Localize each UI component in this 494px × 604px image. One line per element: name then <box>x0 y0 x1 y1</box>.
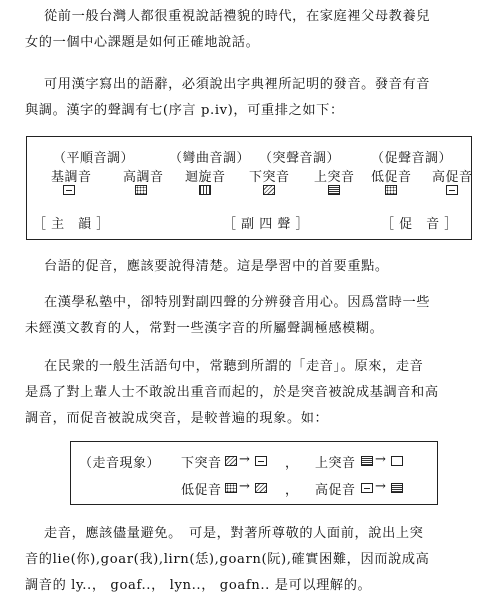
tone-low-entering: 低促音 <box>371 170 412 185</box>
example-high-abrupt: 上突音 <box>315 456 356 471</box>
tone-low-abrupt: 下突音 <box>249 170 290 185</box>
tone-base: 基調音 <box>51 170 92 185</box>
category-secondary: ［ 副 四 聲 ］ <box>223 217 310 232</box>
group-contour-tones: （彎曲音調） <box>169 151 251 166</box>
tone-table <box>26 136 472 240</box>
tone-high-entering: 高促音 <box>432 170 473 185</box>
example-high-entering: 高促音 <box>315 483 356 498</box>
high-abrupt-icon <box>361 456 373 466</box>
tone-high: 高調音 <box>123 170 164 185</box>
arrow: → <box>375 452 387 467</box>
high-tone-icon <box>391 456 403 466</box>
group-level-tones: （平順音調） <box>53 151 135 166</box>
paragraph-tones-cont: 與調。漢字的聲調有七(序言 p.iv)，可重排之如下： <box>25 103 344 118</box>
low-abrupt-icon <box>255 483 267 493</box>
paragraph-avoid-shift: 走音，應該儘量避免。 可是，對著所尊敬的人面前，說出上突 <box>44 526 424 541</box>
tone-low-abrupt-icon <box>263 185 275 195</box>
tone-low-entering-icon <box>385 185 397 195</box>
paragraph-tone-shift-cont: 是爲了對上輩人士不敢說出重音而起的，於是突音被說成基調音和高 調音，而促音被說成突音，是較普遍的現象。如： <box>25 385 439 426</box>
arrow: → <box>239 479 251 494</box>
category-entering: ［ 促 音 ］ <box>381 217 458 232</box>
paragraph-tone-shift: 在民衆的一般生活語句中，常聽到所謂的「走音」。原來，走音 <box>44 359 424 374</box>
high-abrupt-icon <box>391 483 403 493</box>
paragraph-intro: 從前一般台灣人都很重視說話禮貌的時代，在家庭裡父母教養兒 <box>44 9 431 24</box>
paragraph-private-school-cont: 未經漢文教育的人，常對一些漢字音的所屬聲調極感模糊。 <box>25 321 384 336</box>
category-main: ［ 主 韻 ］ <box>33 217 110 232</box>
tone-high-icon <box>135 185 147 195</box>
comma: ， <box>285 483 299 498</box>
tone-rising: 迴旋音 <box>185 170 226 185</box>
tone-shift-example-box <box>70 441 438 505</box>
paragraph-intro-cont: 女的一個中心課題是如何正確地說話。 <box>25 35 260 50</box>
base-tone-icon <box>255 456 267 466</box>
tone-rising-icon <box>199 185 211 195</box>
low-abrupt-icon <box>225 456 237 466</box>
paragraph-avoid-shift-cont: 音的lie(你),goar(我),lirn(恁),goarn(阮),確實困難，因而說成高 調音的 ly..， goaf..， lyn..， goafn.. 是可以理解的。 <box>25 552 430 593</box>
paragraph-entering-tones: 台語的促音，應該要說得清楚。這是學習中的首要重點。 <box>44 259 389 274</box>
low-entering-icon <box>225 483 237 493</box>
group-abrupt-tones: （突聲音調） <box>259 151 341 166</box>
arrow: → <box>375 479 387 494</box>
comma: ， <box>285 456 299 471</box>
example-label: （走音現象） <box>79 456 161 471</box>
tone-high-entering-icon <box>446 185 458 195</box>
arrow: → <box>239 452 251 467</box>
paragraph-tones: 可用漢字寫出的語辭，必須說出字典裡所記明的發音。發音有音 <box>44 77 431 92</box>
high-entering-icon <box>361 483 373 493</box>
tone-base-icon <box>63 185 75 195</box>
example-low-abrupt: 下突音 <box>181 456 222 471</box>
paragraph-private-school: 在漢學私塾中，卻特別對副四聲的分辨發音用心。因爲當時一些 <box>44 295 431 310</box>
tone-high-abrupt: 上突音 <box>314 170 355 185</box>
group-entering-tones: （促聲音調） <box>371 151 453 166</box>
tone-high-abrupt-icon <box>328 185 340 195</box>
example-low-entering: 低促音 <box>181 483 222 498</box>
